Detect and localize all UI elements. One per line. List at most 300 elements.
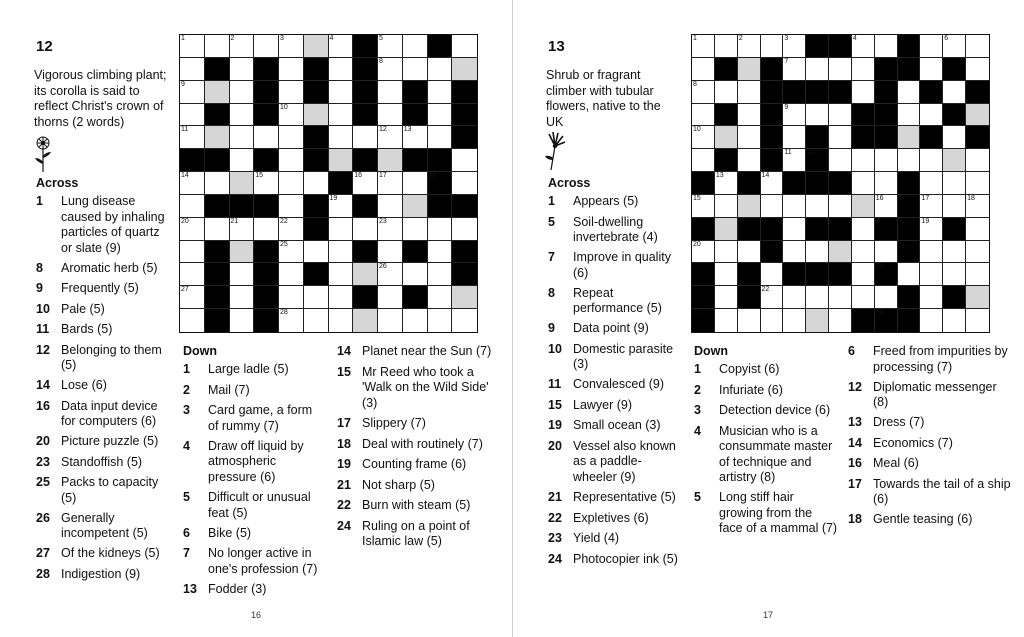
letter-cell[interactable] bbox=[829, 286, 852, 309]
shaded-letter-cell[interactable] bbox=[943, 149, 966, 172]
letter-cell[interactable] bbox=[875, 195, 898, 218]
letter-cell[interactable] bbox=[829, 58, 852, 81]
letter-cell[interactable] bbox=[428, 126, 453, 149]
letter-cell[interactable] bbox=[761, 172, 784, 195]
across-clue[interactable] bbox=[548, 250, 685, 281]
letter-cell[interactable] bbox=[920, 241, 943, 264]
shaded-letter-cell[interactable] bbox=[806, 309, 829, 332]
letter-cell[interactable] bbox=[230, 35, 255, 58]
letter-cell[interactable] bbox=[230, 126, 255, 149]
letter-cell[interactable] bbox=[806, 58, 829, 81]
letter-cell[interactable] bbox=[378, 35, 403, 58]
shaded-letter-cell[interactable] bbox=[378, 149, 403, 172]
letter-cell[interactable] bbox=[279, 58, 304, 81]
across-clue[interactable] bbox=[548, 511, 685, 527]
letter-cell[interactable] bbox=[943, 241, 966, 264]
letter-cell[interactable] bbox=[875, 172, 898, 195]
letter-cell[interactable] bbox=[329, 195, 354, 218]
across-clue[interactable] bbox=[548, 215, 685, 246]
down-clue[interactable] bbox=[183, 383, 324, 399]
letter-cell[interactable] bbox=[304, 241, 329, 264]
across-clue[interactable] bbox=[548, 552, 685, 568]
letter-cell[interactable] bbox=[254, 172, 279, 195]
clue-number: 20 bbox=[693, 240, 701, 248]
letter-cell[interactable] bbox=[279, 126, 304, 149]
down-clue[interactable] bbox=[183, 582, 324, 598]
letter-cell[interactable] bbox=[920, 286, 943, 309]
letter-cell[interactable] bbox=[920, 195, 943, 218]
letter-cell[interactable] bbox=[738, 104, 761, 127]
clue-text: Infuriate (6) bbox=[719, 382, 783, 397]
down-clue[interactable] bbox=[848, 344, 1011, 375]
letter-cell[interactable] bbox=[783, 149, 806, 172]
shaded-letter-cell[interactable] bbox=[304, 104, 329, 127]
letter-cell[interactable] bbox=[920, 58, 943, 81]
letter-cell[interactable] bbox=[329, 309, 354, 332]
letter-cell[interactable] bbox=[403, 58, 428, 81]
letter-cell[interactable] bbox=[329, 126, 354, 149]
letter-cell[interactable] bbox=[403, 172, 428, 195]
letter-cell[interactable] bbox=[920, 104, 943, 127]
letter-cell[interactable] bbox=[378, 286, 403, 309]
letter-cell[interactable] bbox=[783, 195, 806, 218]
letter-cell[interactable] bbox=[966, 35, 989, 58]
letter-cell[interactable] bbox=[378, 218, 403, 241]
letter-cell[interactable] bbox=[738, 241, 761, 264]
letter-cell[interactable] bbox=[304, 309, 329, 332]
letter-cell[interactable] bbox=[692, 104, 715, 127]
letter-cell[interactable] bbox=[852, 263, 875, 286]
letter-cell[interactable] bbox=[403, 263, 428, 286]
letter-cell[interactable] bbox=[329, 104, 354, 127]
letter-cell[interactable] bbox=[353, 172, 378, 195]
letter-cell[interactable] bbox=[783, 104, 806, 127]
letter-cell[interactable] bbox=[230, 218, 255, 241]
letter-cell[interactable] bbox=[829, 149, 852, 172]
letter-cell[interactable] bbox=[378, 195, 403, 218]
puzzle-number: 13 bbox=[548, 38, 565, 55]
letter-cell[interactable] bbox=[428, 309, 453, 332]
shaded-letter-cell[interactable] bbox=[353, 263, 378, 286]
across-clue[interactable] bbox=[548, 490, 685, 506]
letter-cell[interactable] bbox=[452, 309, 477, 332]
letter-cell[interactable] bbox=[304, 286, 329, 309]
letter-cell[interactable] bbox=[920, 218, 943, 241]
letter-cell[interactable] bbox=[692, 241, 715, 264]
letter-cell[interactable] bbox=[428, 241, 453, 264]
letter-cell[interactable] bbox=[329, 35, 354, 58]
letter-cell[interactable] bbox=[806, 104, 829, 127]
letter-cell[interactable] bbox=[378, 172, 403, 195]
letter-cell[interactable] bbox=[180, 35, 205, 58]
letter-cell[interactable] bbox=[966, 172, 989, 195]
letter-cell[interactable] bbox=[920, 35, 943, 58]
across-clue[interactable] bbox=[36, 455, 169, 471]
across-clue[interactable] bbox=[36, 567, 169, 583]
down-clue[interactable] bbox=[183, 546, 324, 577]
letter-cell[interactable] bbox=[180, 172, 205, 195]
letter-cell[interactable] bbox=[966, 195, 989, 218]
letter-cell[interactable] bbox=[180, 104, 205, 127]
letter-cell[interactable] bbox=[428, 104, 453, 127]
across-clue[interactable] bbox=[548, 439, 685, 486]
letter-cell[interactable] bbox=[966, 241, 989, 264]
letter-cell[interactable] bbox=[428, 58, 453, 81]
across-clue[interactable] bbox=[548, 418, 685, 434]
letter-cell[interactable] bbox=[852, 218, 875, 241]
across-clue[interactable] bbox=[548, 398, 685, 414]
letter-cell[interactable] bbox=[966, 309, 989, 332]
letter-cell[interactable] bbox=[230, 104, 255, 127]
letter-cell[interactable] bbox=[378, 263, 403, 286]
letter-cell[interactable] bbox=[428, 263, 453, 286]
letter-cell[interactable] bbox=[943, 195, 966, 218]
shaded-letter-cell[interactable] bbox=[230, 172, 255, 195]
shaded-letter-cell[interactable] bbox=[738, 58, 761, 81]
letter-cell[interactable] bbox=[852, 149, 875, 172]
clue-text: Aromatic herb (5) bbox=[61, 260, 158, 275]
across-clue[interactable] bbox=[548, 286, 685, 317]
letter-cell[interactable] bbox=[329, 241, 354, 264]
letter-cell[interactable] bbox=[329, 58, 354, 81]
down-clue[interactable] bbox=[337, 437, 502, 453]
letter-cell[interactable] bbox=[715, 195, 738, 218]
black-square bbox=[715, 149, 738, 172]
letter-cell[interactable] bbox=[943, 309, 966, 332]
letter-cell[interactable] bbox=[852, 172, 875, 195]
across-clue[interactable] bbox=[36, 546, 169, 562]
letter-cell[interactable] bbox=[353, 218, 378, 241]
letter-cell[interactable] bbox=[829, 309, 852, 332]
letter-cell[interactable] bbox=[378, 58, 403, 81]
crossword-grid[interactable] bbox=[691, 34, 990, 333]
shaded-letter-cell[interactable] bbox=[966, 286, 989, 309]
across-clue[interactable] bbox=[36, 194, 169, 256]
letter-cell[interactable] bbox=[806, 241, 829, 264]
letter-cell[interactable] bbox=[403, 218, 428, 241]
clue-number: 15 bbox=[548, 397, 562, 412]
letter-cell[interactable] bbox=[378, 126, 403, 149]
letter-cell[interactable] bbox=[329, 286, 354, 309]
letter-cell[interactable] bbox=[254, 218, 279, 241]
down-clue[interactable] bbox=[848, 436, 1011, 452]
across-clue[interactable] bbox=[36, 511, 169, 542]
letter-cell[interactable] bbox=[852, 58, 875, 81]
letter-cell[interactable] bbox=[180, 241, 205, 264]
letter-cell[interactable] bbox=[329, 218, 354, 241]
across-clue[interactable] bbox=[36, 322, 169, 338]
across-clue[interactable] bbox=[548, 321, 685, 337]
across-clue[interactable] bbox=[548, 342, 685, 373]
letter-cell[interactable] bbox=[180, 309, 205, 332]
shaded-letter-cell[interactable] bbox=[230, 241, 255, 264]
letter-cell[interactable] bbox=[852, 81, 875, 104]
letter-cell[interactable] bbox=[920, 309, 943, 332]
letter-cell[interactable] bbox=[852, 241, 875, 264]
clue-number: 26 bbox=[36, 510, 50, 525]
letter-cell[interactable] bbox=[898, 81, 921, 104]
across-clue[interactable] bbox=[548, 531, 685, 547]
letter-cell[interactable] bbox=[829, 195, 852, 218]
letter-cell[interactable] bbox=[279, 309, 304, 332]
letter-cell[interactable] bbox=[761, 263, 784, 286]
letter-cell[interactable] bbox=[761, 195, 784, 218]
letter-cell[interactable] bbox=[279, 286, 304, 309]
letter-cell[interactable] bbox=[180, 286, 205, 309]
black-square bbox=[205, 104, 230, 127]
shaded-letter-cell[interactable] bbox=[329, 149, 354, 172]
letter-cell[interactable] bbox=[692, 58, 715, 81]
letter-cell[interactable] bbox=[279, 172, 304, 195]
letter-cell[interactable] bbox=[875, 149, 898, 172]
shaded-letter-cell[interactable] bbox=[304, 35, 329, 58]
across-clue[interactable] bbox=[36, 475, 169, 506]
letter-cell[interactable] bbox=[452, 218, 477, 241]
letter-cell[interactable] bbox=[715, 263, 738, 286]
letter-cell[interactable] bbox=[738, 81, 761, 104]
letter-cell[interactable] bbox=[875, 286, 898, 309]
letter-cell[interactable] bbox=[783, 35, 806, 58]
letter-cell[interactable] bbox=[378, 241, 403, 264]
down-clue[interactable] bbox=[337, 478, 502, 494]
letter-cell[interactable] bbox=[943, 263, 966, 286]
letter-cell[interactable] bbox=[715, 172, 738, 195]
letter-cell[interactable] bbox=[353, 126, 378, 149]
black-square bbox=[943, 286, 966, 309]
letter-cell[interactable] bbox=[715, 309, 738, 332]
clue-text: Domestic parasite (3) bbox=[573, 341, 674, 371]
letter-cell[interactable] bbox=[230, 81, 255, 104]
letter-cell[interactable] bbox=[738, 126, 761, 149]
shaded-letter-cell[interactable] bbox=[898, 126, 921, 149]
black-square bbox=[783, 172, 806, 195]
letter-cell[interactable] bbox=[230, 309, 255, 332]
down-clue[interactable] bbox=[183, 526, 324, 542]
black-square bbox=[806, 172, 829, 195]
letter-cell[interactable] bbox=[279, 195, 304, 218]
down-clue[interactable] bbox=[848, 415, 1011, 431]
down-clue[interactable] bbox=[337, 416, 502, 432]
letter-cell[interactable] bbox=[783, 126, 806, 149]
black-square bbox=[692, 218, 715, 241]
letter-cell[interactable] bbox=[738, 309, 761, 332]
letter-cell[interactable] bbox=[783, 218, 806, 241]
letter-cell[interactable] bbox=[875, 241, 898, 264]
shaded-letter-cell[interactable] bbox=[205, 81, 230, 104]
letter-cell[interactable] bbox=[428, 218, 453, 241]
letter-cell[interactable] bbox=[279, 149, 304, 172]
letter-cell[interactable] bbox=[715, 286, 738, 309]
letter-cell[interactable] bbox=[761, 35, 784, 58]
letter-cell[interactable] bbox=[920, 149, 943, 172]
down-clue[interactable] bbox=[848, 512, 1011, 528]
letter-cell[interactable] bbox=[943, 81, 966, 104]
down-clue[interactable] bbox=[183, 490, 324, 521]
across-clue[interactable] bbox=[36, 434, 169, 450]
down-clue[interactable] bbox=[183, 403, 324, 434]
letter-cell[interactable] bbox=[829, 126, 852, 149]
letter-cell[interactable] bbox=[205, 35, 230, 58]
letter-cell[interactable] bbox=[875, 35, 898, 58]
clue-number: 1 bbox=[181, 35, 185, 42]
letter-cell[interactable] bbox=[230, 149, 255, 172]
letter-cell[interactable] bbox=[180, 81, 205, 104]
down-clue[interactable] bbox=[183, 362, 324, 378]
letter-cell[interactable] bbox=[230, 286, 255, 309]
letter-cell[interactable] bbox=[254, 126, 279, 149]
letter-cell[interactable] bbox=[180, 218, 205, 241]
letter-cell[interactable] bbox=[966, 58, 989, 81]
letter-cell[interactable] bbox=[761, 286, 784, 309]
letter-cell[interactable] bbox=[715, 35, 738, 58]
clue-number: 4 bbox=[852, 35, 857, 42]
letter-cell[interactable] bbox=[180, 126, 205, 149]
clue-number: 3 bbox=[784, 35, 789, 42]
letter-cell[interactable] bbox=[692, 81, 715, 104]
shaded-letter-cell[interactable] bbox=[452, 286, 477, 309]
down-clue[interactable] bbox=[337, 519, 502, 550]
letter-cell[interactable] bbox=[943, 172, 966, 195]
letter-cell[interactable] bbox=[761, 309, 784, 332]
letter-cell[interactable] bbox=[403, 126, 428, 149]
down-clue[interactable] bbox=[694, 362, 839, 378]
letter-cell[interactable] bbox=[783, 241, 806, 264]
shaded-letter-cell[interactable] bbox=[715, 126, 738, 149]
down-clue[interactable] bbox=[183, 439, 324, 486]
shaded-letter-cell[interactable] bbox=[829, 241, 852, 264]
letter-cell[interactable] bbox=[279, 35, 304, 58]
letter-cell[interactable] bbox=[403, 309, 428, 332]
letter-cell[interactable] bbox=[966, 218, 989, 241]
letter-cell[interactable] bbox=[806, 195, 829, 218]
letter-cell[interactable] bbox=[378, 81, 403, 104]
shaded-letter-cell[interactable] bbox=[353, 309, 378, 332]
letter-cell[interactable] bbox=[920, 172, 943, 195]
letter-cell[interactable] bbox=[180, 58, 205, 81]
letter-cell[interactable] bbox=[230, 58, 255, 81]
letter-cell[interactable] bbox=[715, 241, 738, 264]
shaded-letter-cell[interactable] bbox=[715, 218, 738, 241]
letter-cell[interactable] bbox=[783, 309, 806, 332]
across-clue[interactable] bbox=[548, 377, 685, 393]
across-clue[interactable] bbox=[36, 261, 169, 277]
letter-cell[interactable] bbox=[304, 172, 329, 195]
across-clue[interactable] bbox=[36, 281, 169, 297]
across-clue[interactable] bbox=[36, 399, 169, 430]
letter-cell[interactable] bbox=[279, 263, 304, 286]
down-clue[interactable] bbox=[694, 383, 839, 399]
letter-cell[interactable] bbox=[692, 35, 715, 58]
letter-cell[interactable] bbox=[692, 126, 715, 149]
letter-cell[interactable] bbox=[378, 309, 403, 332]
black-square bbox=[403, 286, 428, 309]
shaded-letter-cell[interactable] bbox=[452, 58, 477, 81]
letter-cell[interactable] bbox=[829, 104, 852, 127]
letter-cell[interactable] bbox=[692, 149, 715, 172]
down-clue[interactable] bbox=[848, 477, 1011, 508]
letter-cell[interactable] bbox=[180, 263, 205, 286]
down-clue[interactable] bbox=[848, 456, 1011, 472]
letter-cell[interactable] bbox=[279, 218, 304, 241]
letter-cell[interactable] bbox=[966, 149, 989, 172]
letter-cell[interactable] bbox=[230, 263, 255, 286]
letter-cell[interactable] bbox=[738, 35, 761, 58]
clue-number: 21 bbox=[548, 490, 562, 504]
letter-cell[interactable] bbox=[898, 104, 921, 127]
black-square bbox=[806, 149, 829, 172]
letter-cell[interactable] bbox=[715, 81, 738, 104]
letter-cell[interactable] bbox=[898, 263, 921, 286]
letter-cell[interactable] bbox=[329, 263, 354, 286]
letter-cell[interactable] bbox=[692, 195, 715, 218]
letter-cell[interactable] bbox=[254, 35, 279, 58]
letter-cell[interactable] bbox=[279, 104, 304, 127]
letter-cell[interactable] bbox=[378, 104, 403, 127]
letter-cell[interactable] bbox=[452, 35, 477, 58]
clue-number: 3 bbox=[183, 403, 190, 417]
across-clue[interactable] bbox=[548, 194, 685, 210]
letter-cell[interactable] bbox=[943, 35, 966, 58]
down-clue[interactable] bbox=[694, 490, 839, 537]
clue-text: Mail (7) bbox=[208, 382, 250, 397]
down-clue[interactable] bbox=[694, 403, 839, 419]
letter-cell[interactable] bbox=[966, 263, 989, 286]
shaded-letter-cell[interactable] bbox=[852, 195, 875, 218]
letter-cell[interactable] bbox=[920, 263, 943, 286]
shaded-letter-cell[interactable] bbox=[738, 195, 761, 218]
letter-cell[interactable] bbox=[783, 286, 806, 309]
across-heading: Across bbox=[36, 176, 79, 190]
across-clue[interactable] bbox=[36, 378, 169, 394]
down-clue[interactable] bbox=[337, 344, 502, 360]
letter-cell[interactable] bbox=[852, 35, 875, 58]
across-clue[interactable] bbox=[36, 343, 169, 374]
letter-cell[interactable] bbox=[205, 218, 230, 241]
letter-cell[interactable] bbox=[279, 241, 304, 264]
letter-cell[interactable] bbox=[898, 149, 921, 172]
letter-cell[interactable] bbox=[279, 81, 304, 104]
letter-cell[interactable] bbox=[806, 286, 829, 309]
letter-cell[interactable] bbox=[329, 81, 354, 104]
letter-cell[interactable] bbox=[205, 172, 230, 195]
puzzle-theme-description: Shrub or fragrant climber with tubular flowers, native to the UK bbox=[546, 68, 661, 129]
down-clue[interactable] bbox=[337, 365, 502, 412]
down-clue[interactable] bbox=[694, 424, 839, 486]
clue-text: Repeat performance (5) bbox=[573, 285, 662, 315]
shaded-letter-cell[interactable] bbox=[403, 195, 428, 218]
shaded-letter-cell[interactable] bbox=[205, 126, 230, 149]
letter-cell[interactable] bbox=[452, 149, 477, 172]
clue-text: Soil-dwelling invertebrate (4) bbox=[573, 214, 658, 244]
clue-text: Meal (6) bbox=[873, 456, 919, 470]
letter-cell[interactable] bbox=[738, 149, 761, 172]
letter-cell[interactable] bbox=[403, 35, 428, 58]
down-clue[interactable] bbox=[337, 457, 502, 473]
shaded-letter-cell[interactable] bbox=[966, 104, 989, 127]
letter-cell[interactable] bbox=[452, 172, 477, 195]
letter-cell[interactable] bbox=[428, 286, 453, 309]
clue-number: 18 bbox=[337, 436, 351, 451]
letter-cell[interactable] bbox=[852, 286, 875, 309]
crossword-grid[interactable] bbox=[179, 34, 478, 333]
down-clue[interactable] bbox=[337, 498, 502, 514]
letter-cell[interactable] bbox=[783, 58, 806, 81]
letter-cell[interactable] bbox=[943, 126, 966, 149]
letter-cell[interactable] bbox=[180, 195, 205, 218]
down-clue[interactable] bbox=[848, 380, 1011, 411]
across-clue[interactable] bbox=[36, 302, 169, 318]
letter-cell[interactable] bbox=[428, 81, 453, 104]
